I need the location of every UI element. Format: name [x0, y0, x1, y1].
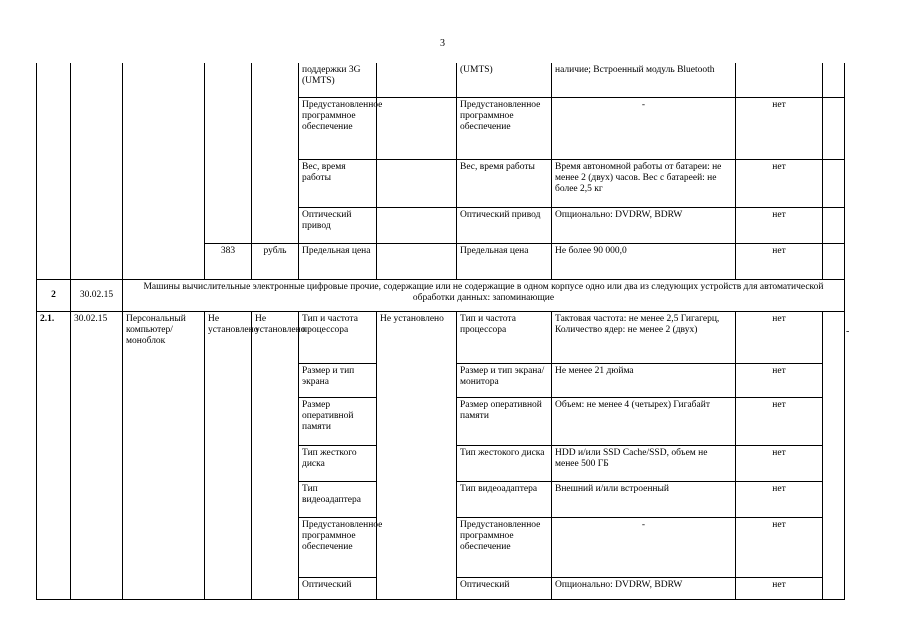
section-okpd: 30.02.15 — [71, 279, 123, 311]
char-justification: нет — [736, 311, 823, 363]
table-row — [37, 517, 845, 577]
char-value-req: Не более 90 000,0 — [552, 243, 736, 279]
char-justification: нет — [736, 159, 823, 207]
char-justification: нет — [736, 243, 823, 279]
char-value-req: Опционально: DVDRW, BDRW — [552, 207, 736, 243]
table-row — [37, 481, 845, 517]
table-row — [37, 577, 845, 599]
okei-unit: рубль — [252, 243, 299, 279]
char-name-req: Оптический — [457, 577, 552, 599]
item-number: 2.1. — [37, 311, 71, 363]
char-value-req: - — [552, 517, 736, 577]
char-name: Предустановленное программное обеспечение — [299, 97, 377, 159]
char-justification: нет — [736, 397, 823, 445]
item-col8: Не установлено — [377, 311, 457, 363]
char-value-spec — [377, 63, 457, 97]
table-row — [37, 207, 845, 243]
char-name: Вес, время работы — [299, 159, 377, 207]
char-name: Предустановленное программное обеспечение — [299, 517, 377, 577]
char-value-req: наличие; Встроенный модуль Bluetooth — [552, 63, 736, 97]
char-name-req: Оптический привод — [457, 207, 552, 243]
table-row — [37, 445, 845, 481]
char-justification — [736, 63, 823, 97]
item-col4: Не установлено — [205, 311, 252, 363]
table-row — [37, 63, 845, 97]
table-row — [37, 97, 845, 159]
char-value-req: Тактовая частота: не менее 2,5 Гигагерц, Количество ядер: не менее 2 (двух) — [552, 311, 736, 363]
okei-code: 383 — [205, 243, 252, 279]
item-okpd: 30.02.15 — [71, 311, 123, 363]
section-title: Машины вычислительные электронные цифровые прочие, содержащие или не содержащие в одном корпусе одно или два из следующих устройств для автоматической обработки данных: запоминающие — [123, 279, 845, 311]
page-number: 3 — [440, 38, 445, 49]
char-name-req: Вес, время работы — [457, 159, 552, 207]
char-name-req: Размер и тип экрана/монитора — [457, 363, 552, 397]
char-name-req: Тип и частота процессора — [457, 311, 552, 363]
char-name-req: Предустановленное программное обеспечение — [457, 97, 552, 159]
char-name: Оптический привод — [299, 207, 377, 243]
char-name-req: Предустановленное программное обеспечение — [457, 517, 552, 577]
char-value-req: - — [552, 97, 736, 159]
table-row — [37, 363, 845, 397]
item-col5: Не установлено — [252, 311, 299, 363]
table-row — [37, 243, 845, 279]
char-name-req: Размер оперативной памяти — [457, 397, 552, 445]
char-justification: нет — [736, 517, 823, 577]
char-justification: нет — [736, 577, 823, 599]
char-justification: нет — [736, 207, 823, 243]
char-value-req: HDD и/или SSD Cache/SSD, объем не менее 500 ГБ — [552, 445, 736, 481]
char-justification: нет — [736, 363, 823, 397]
char-name: поддержки 3G (UMTS) — [299, 63, 377, 97]
char-name-req: Тип жестокого диска — [457, 445, 552, 481]
char-name: Тип жесткого диска — [299, 445, 377, 481]
section-number: 2 — [37, 279, 71, 311]
char-name: Размер оперативной памяти — [299, 397, 377, 445]
requirements-table — [36, 63, 845, 600]
char-name: Предельная цена — [299, 243, 377, 279]
char-justification: нет — [736, 481, 823, 517]
table-row — [37, 397, 845, 445]
char-value-req: Внешний и/или встроенный — [552, 481, 736, 517]
char-value-req: Объем: не менее 4 (четырех) Гигабайт — [552, 397, 736, 445]
char-name-req: (UMTS) — [457, 63, 552, 97]
char-value-req: Опционально: DVDRW, BDRW — [552, 577, 736, 599]
char-name: Тип видеоадаптера — [299, 481, 377, 517]
margin-dash: - — [846, 326, 850, 337]
char-name: Размер и тип экрана — [299, 363, 377, 397]
char-name-req: Предельная цена — [457, 243, 552, 279]
table-row — [37, 311, 845, 363]
char-name: Тип и частота процессора — [299, 311, 377, 363]
char-value-req: Время автономной работы от батареи: не менее 2 (двух) часов. Вес с батареей: не более 2,5 кг — [552, 159, 736, 207]
char-name-req: Тип видеоадаптера — [457, 481, 552, 517]
char-value-req: Не менее 21 дюйма — [552, 363, 736, 397]
item-name: Персональный компьютер/моноблок — [123, 311, 205, 363]
char-justification: нет — [736, 445, 823, 481]
char-justification: нет — [736, 97, 823, 159]
section-row — [37, 279, 845, 311]
char-name: Оптический — [299, 577, 377, 599]
table-row — [37, 159, 845, 207]
